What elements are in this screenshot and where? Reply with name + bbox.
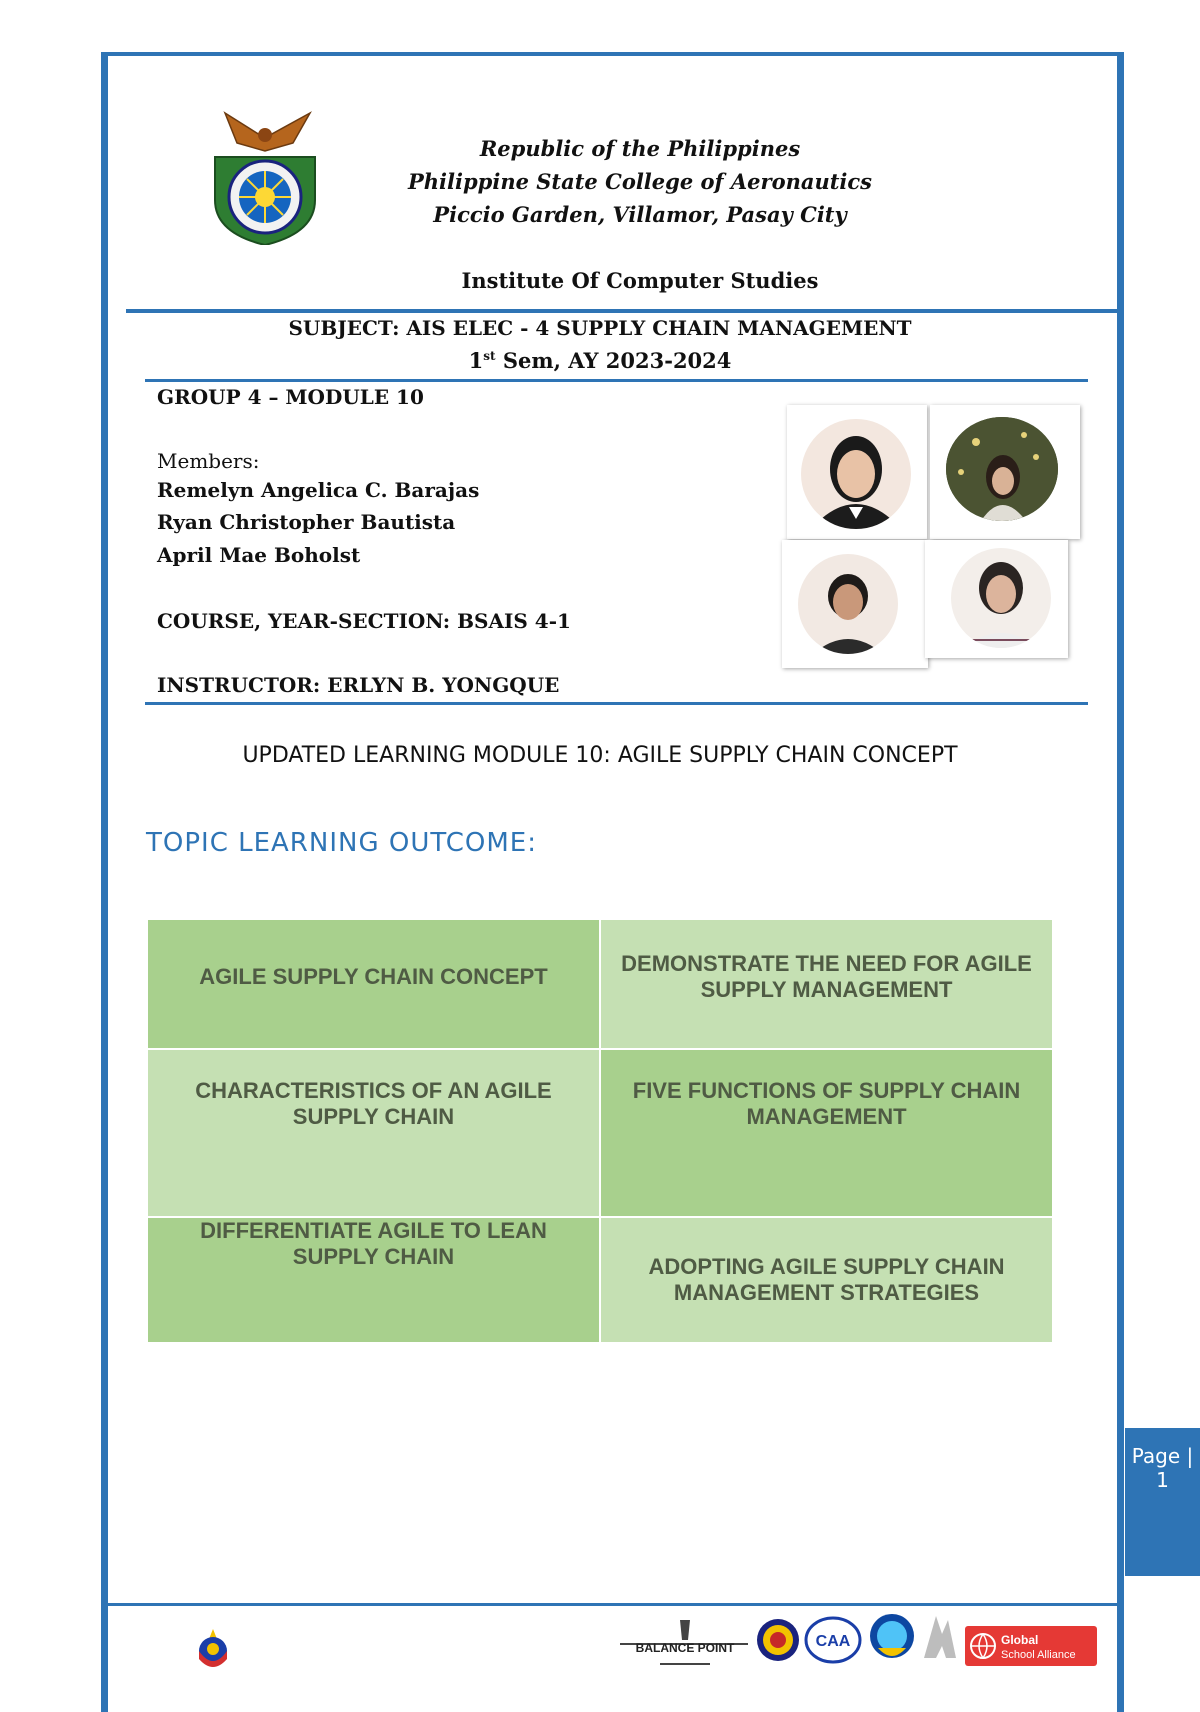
member-photo-3 <box>782 540 928 668</box>
outcome-cell: AGILE SUPPLY CHAIN CONCEPT <box>147 919 600 1049</box>
outcome-cell: DIFFERENTIATE AGILE TO LEAN SUPPLY CHAIN <box>147 1217 600 1343</box>
outcome-cell: FIVE FUNCTIONS OF SUPPLY CHAIN MANAGEMENT <box>600 1049 1053 1217</box>
global-school-alliance-logo <box>965 1626 1097 1666</box>
table-row <box>147 1217 1053 1343</box>
outcome-cell: DEMONSTRATE THE NEED FOR AGILE SUPPLY MANAGEMENT <box>600 919 1053 1049</box>
member-photo-2 <box>930 405 1080 539</box>
table-row <box>147 919 1053 1049</box>
balance-point-logo <box>620 1612 750 1674</box>
global-school-alliance-line1: Global <box>1001 1633 1039 1647</box>
table-row <box>147 1049 1053 1217</box>
globe-logo <box>868 1612 916 1664</box>
topic-learning-outcome-heading: TOPIC LEARNING OUTCOME: <box>146 828 537 858</box>
outcomes-table <box>146 918 1054 1344</box>
subject-divider <box>145 379 1088 382</box>
subject-line: SUBJECT: AIS ELEC - 4 SUPPLY CHAIN MANAGEMENT <box>288 316 912 340</box>
member-name: April Mae Boholst <box>157 543 361 567</box>
page-number: 1 <box>1156 1468 1169 1492</box>
member-name: Ryan Christopher Bautista <box>157 510 456 534</box>
members-label: Members: <box>157 449 260 473</box>
page-number-tab <box>1125 1428 1200 1576</box>
group-module: GROUP 4 – MODULE 10 <box>157 385 424 409</box>
outcome-cell: ADOPTING AGILE SUPPLY CHAIN MANAGEMENT STRATEGIES <box>600 1217 1053 1343</box>
wing-logo <box>920 1612 960 1662</box>
header-line-address: Piccio Garden, Villamor, Pasay City <box>433 202 847 227</box>
header-line-republic: Republic of the Philippines <box>479 136 801 161</box>
semester-rest: Sem, AY 2023-2024 <box>495 348 732 373</box>
caa-logo <box>804 1616 862 1664</box>
seal-logo <box>756 1618 800 1662</box>
info-divider <box>145 702 1088 705</box>
bagong-pilipinas-logo <box>188 1625 238 1677</box>
global-school-alliance-line2: School Alliance <box>1001 1649 1076 1661</box>
header-line-college: Philippine State College of Aeronautics <box>407 169 873 194</box>
member-photo-1 <box>787 405 927 539</box>
member-photo-4 <box>925 540 1068 658</box>
member-name: Remelyn Angelica C. Barajas <box>157 478 480 502</box>
balance-point-text: BALANCE POINT <box>635 1641 735 1655</box>
college-seal-logo <box>205 105 325 245</box>
semester-number: 1 <box>468 348 484 373</box>
header-divider <box>126 309 1118 313</box>
footer-divider <box>108 1603 1117 1606</box>
institute-name: Institute Of Computer Studies <box>461 268 819 293</box>
instructor: INSTRUCTOR: ERLYN B. YONGQUE <box>157 673 560 697</box>
semester-suffix: st <box>483 349 496 363</box>
semester-line <box>150 348 1050 373</box>
module-title: UPDATED LEARNING MODULE 10: AGILE SUPPLY CHAIN CONCEPT <box>242 743 958 768</box>
caa-text: CAA <box>815 1633 851 1650</box>
course-section: COURSE, YEAR-SECTION: BSAIS 4-1 <box>157 609 571 633</box>
outcome-cell: CHARACTERISTICS OF AN AGILE SUPPLY CHAIN <box>147 1049 600 1217</box>
page-frame <box>101 52 1124 1712</box>
page-label: Page | <box>1131 1444 1194 1468</box>
